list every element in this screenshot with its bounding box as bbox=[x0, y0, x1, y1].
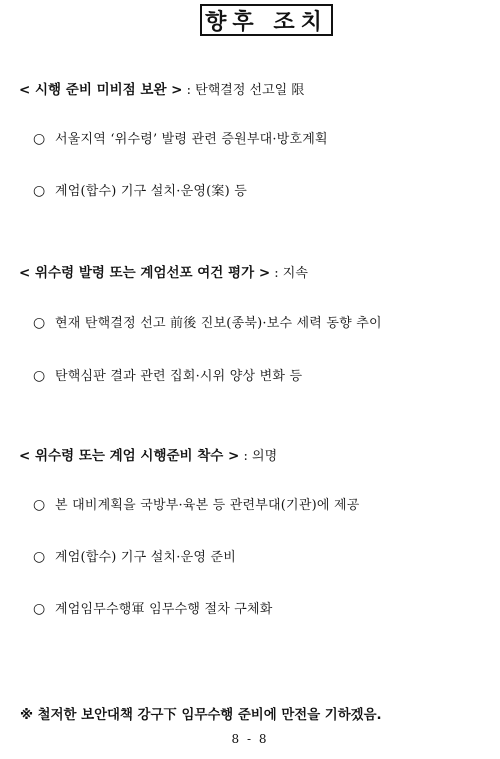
section-heading-1-title: < 시행 준비 미비점 보완 > bbox=[19, 82, 183, 98]
circle-bullet-icon: ○ bbox=[33, 368, 46, 384]
page-title: 향후 조치 bbox=[200, 4, 333, 36]
list-item-text: 계엄(합수) 기구 설치·운영(案) 등 bbox=[55, 184, 247, 199]
circle-bullet-icon: ○ bbox=[33, 131, 46, 147]
section-heading-3 bbox=[19, 444, 277, 464]
section-heading-2-title: < 위수령 발령 또는 계엄선포 여건 평가 > bbox=[19, 265, 271, 281]
list-item-text: 계엄임무수행軍 임무수행 절차 구체화 bbox=[55, 602, 273, 617]
circle-bullet-icon: ○ bbox=[33, 183, 46, 199]
section-heading-2 bbox=[19, 261, 308, 281]
circle-bullet-icon: ○ bbox=[33, 497, 46, 513]
circle-bullet-icon: ○ bbox=[33, 601, 46, 617]
list-item bbox=[33, 180, 247, 199]
list-item bbox=[33, 128, 328, 147]
list-item bbox=[33, 494, 359, 513]
list-item bbox=[33, 546, 236, 565]
page-number: 8 - 8 bbox=[231, 732, 269, 746]
footer-note: ※ 철저한 보안대책 강구下 임무수행 준비에 만전을 기하겠음. bbox=[20, 708, 382, 723]
list-item-text: 탄핵심판 결과 관련 집회·시위 양상 변화 등 bbox=[55, 369, 303, 384]
list-item-text: 서울지역 ‘위수령’ 발령 관련 증원부대·방호계획 bbox=[55, 132, 328, 147]
list-item bbox=[33, 312, 382, 331]
section-heading-3-title: < 위수령 또는 계엄 시행준비 착수 > bbox=[19, 448, 240, 464]
section-heading-2-note: : 지속 bbox=[274, 266, 308, 281]
circle-bullet-icon: ○ bbox=[33, 549, 46, 565]
list-item-text: 현재 탄핵결정 선고 前後 진보(종북)·보수 세력 동향 추이 bbox=[55, 316, 382, 331]
section-heading-1 bbox=[19, 78, 304, 98]
section-heading-3-note: : 의명 bbox=[243, 449, 278, 464]
list-item bbox=[33, 365, 302, 384]
list-item-text: 계엄(합수) 기구 설치·운영 준비 bbox=[55, 550, 236, 565]
circle-bullet-icon: ○ bbox=[33, 315, 46, 331]
list-item-text: 본 대비계획을 국방부·육본 등 관련부대(기관)에 제공 bbox=[55, 498, 360, 513]
list-item bbox=[33, 598, 273, 617]
section-heading-1-note: : 탄핵결정 선고일 限 bbox=[186, 83, 305, 98]
